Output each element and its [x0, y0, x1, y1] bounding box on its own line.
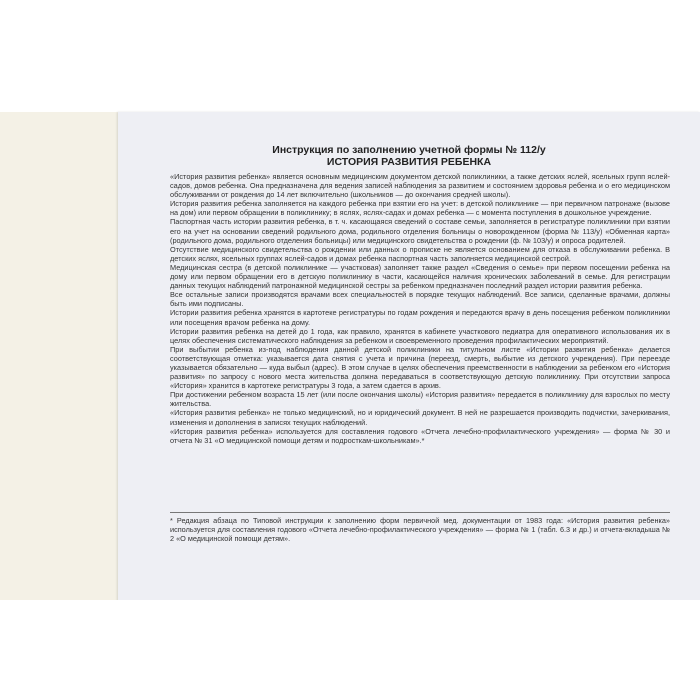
paragraph: Паспортная часть истории развития ребенка, в т. ч. касающаяся сведений о составе семьи, заполняется в регистратуре поликлиники при взятии его на учет на основании сведений родильного дома, родильного отделения больницы о новорожденном (форма № 113/у) «Обменная карта» (родильного дома, родильного отделения больницы) или медицинского свидетельства о рождении (ф. № 103/у) и опроса родителей.: [170, 217, 670, 245]
paragraph: При достижении ребенком возраста 15 лет (или после окончания школы) «История развития» передается в поликлинику для взрослых по месту жительства.: [170, 390, 670, 409]
document-title: [118, 144, 700, 168]
paragraph: «История развития ребенка» является основным медицинским документом детской поликлиники, а также детских яслей, ясельных групп яслей-садов, домов ребенка. Она предназначена для ведения записей наблюдения за развитием и состоянием здоровья ребенка и о его медицинском обслуживании от рождения до 14 лет включительно (школьников — до окончания средней школы).: [170, 172, 670, 200]
document-page: [118, 112, 700, 610]
paragraph: «История развития ребенка» не только медицинский, но и юридический документ. В ней не разрешается производить подчистки, зачеркивания, изменения и дополнения в записях текущих наблюдений.: [170, 408, 670, 427]
booklet-page-edge: [0, 112, 118, 610]
footnote-divider: [170, 512, 670, 513]
instruction-body: [170, 172, 670, 445]
paragraph: Истории развития ребенка хранятся в картотеке регистратуры по годам рождения и передаются врачу в день посещения ребенком поликлиники или посещения врачом ребенка на дому.: [170, 308, 670, 327]
background-top: [0, 0, 700, 118]
paragraph: Истории развития ребенка на детей до 1 года, как правило, хранятся в кабинете участкового педиатра для оперативного использования их в целях обеспечения систематического наблюдения за ребенком и своевременного проведения профилактических мероприятий.: [170, 326, 670, 345]
paragraph: «История развития ребенка» используется для составления годового «Отчета лечебно-профилактического учреждения» — форма № 30 и отчета № 31 «О медицинской помощи детям и подросткам-школьникам».*: [170, 426, 670, 445]
footnote: * Редакция абзаца по Типовой инструкции к заполнению форм первичной мед. документации от 1983 года: «История развития ребенка» используется для составления годового «Отчета лечебно-профилактического учреждения» — форма № 1 (табл. 6.3 и др.) и отчета-вкладыша № 2 «О медицинской помощи детям».: [170, 516, 670, 544]
title-line-1: Инструкция по заполнению учетной формы № 112/у: [272, 144, 546, 156]
paragraph: Отсутствие медицинского свидетельства о рождении или данных о прописке не является основанием для отказа в обслуживании ребенка. В детских яслях, ясельных группах яслей-садов и домах ребенка паспортная часть заполняется медицинской сестрой.: [170, 244, 670, 263]
paragraph: Все остальные записи производятся врачами всех специальностей в порядке текущих наблюдений. Все записи, сделанные врачами, должны быть ими подписаны.: [170, 290, 670, 309]
title-line-2: ИСТОРИЯ РАЗВИТИЯ РЕБЕНКА: [326, 156, 492, 168]
background-bottom: [0, 600, 700, 700]
paragraph: При выбытии ребенка из-под наблюдения данной детской поликлиники на титульном листе «Истории развития ребенка» делается соответствующая отметка: указывается дата снятия с учета и причина (переезд, смерть, выбытие из детского учреждения). При переезде указывается обязательно — куда выбыл (адрес). В этом случае в целях обеспечения преемственности в наблюдении за ребенком его «История развития» по запросу с нового места жительства должна передаваться в соответствующую детскую поликлинику. При отсутствии запроса «История» хранится в картотеке регистратуры 3 года, а затем сдается в архив.: [170, 344, 670, 391]
paragraph: Медицинская сестра (в детской поликлинике — участковая) заполняет также раздел «Сведения о семье» при первом посещении ребенка на дому или первом обращении его в детскую поликлинику в части, касающейся наличия хронических заболеваний в семье. Для регистрации данных текущих наблюдений патронажной медицинской сестры за ребенком предназначен последний раздел истории развития ребенка.: [170, 262, 670, 291]
paragraph: История развития ребенка заполняется на каждого ребенка при взятии его на учет: в детской поликлинике — при первичном патронаже (вызове на дом) или первом обращении в поликлинику; в яслях, яслях-садах и домах ребенка — с момента поступления в дошкольное учреждение.: [170, 199, 670, 218]
